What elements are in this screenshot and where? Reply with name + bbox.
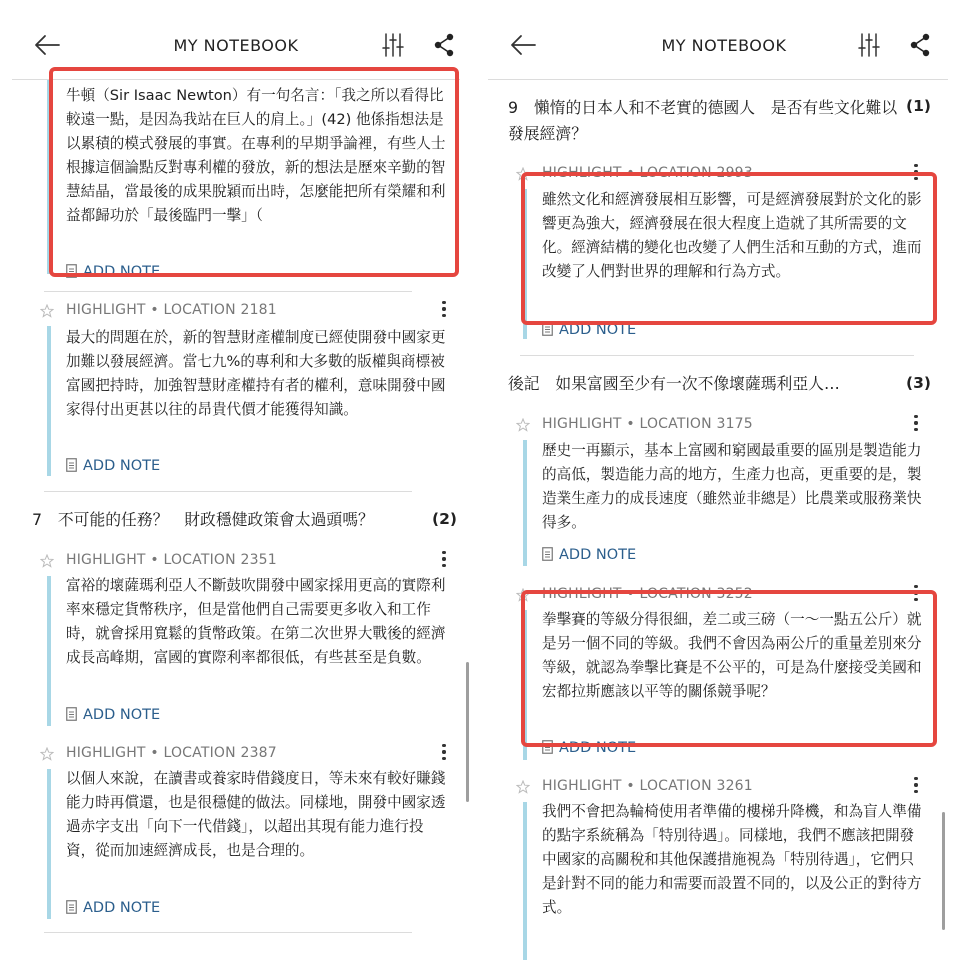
more-vert-icon[interactable]	[436, 741, 452, 763]
star-icon[interactable]	[516, 780, 530, 794]
highlight-bar	[47, 326, 51, 476]
add-note-button[interactable]	[66, 264, 160, 280]
star-icon[interactable]	[40, 554, 54, 568]
highlight-card	[516, 418, 921, 578]
highlight-bar	[523, 610, 527, 760]
highlight-text: 富裕的壞薩瑪利亞人不斷鼓吹開發中國家採用更高的實際利率來穩定貨幣秩序，但是當他們自己需要更多收入和工作時，就會採用寬鬆的貨幣政策。在第二次世界大戰後的經濟成長高峰期，富國的實際利率都很低，有些甚至是負數。	[66, 577, 446, 666]
more-vert-icon[interactable]	[436, 298, 452, 320]
divider	[44, 491, 412, 492]
more-vert-icon[interactable]	[436, 548, 452, 570]
chapter-title[interactable]: 7 不可能的任務？ 財政穩健政策會太過頭嗎？	[32, 510, 374, 529]
add-note-label: ADD NOTE	[83, 900, 161, 916]
add-note-label: ADD NOTE	[83, 707, 161, 723]
app-bar	[488, 0, 960, 80]
highlight-meta: HIGHLIGHT • LOCATION 2387	[66, 745, 277, 761]
add-note-button[interactable]	[542, 322, 636, 338]
add-note-label: ADD NOTE	[83, 264, 161, 280]
note-icon	[66, 707, 77, 721]
highlight-bar	[523, 802, 527, 960]
chapter-count: (2)	[432, 510, 457, 528]
highlight-bar	[47, 769, 51, 919]
chapter-title[interactable]: 9 懶惰的日本人和不老實的德國人 是否有些文化難以發展經濟？	[508, 98, 898, 143]
note-icon	[542, 740, 553, 754]
more-vert-icon[interactable]	[908, 161, 924, 183]
highlight-bar	[47, 576, 51, 726]
highlight-text: 最大的問題在於，新的智慧財產權制度已經使開發中國家更加難以發展經濟。當七九%的專利和大多數的版權與商標被富國把持時，加強智慧財產權持有者的權利，意味開發中國家得付出更甚以往的昂貴代價才能獲得知識。	[66, 329, 446, 418]
highlight-card	[40, 554, 445, 734]
star-icon[interactable]	[40, 747, 54, 761]
highlight-meta: HIGHLIGHT • LOCATION 3261	[542, 778, 753, 794]
more-vert-icon[interactable]	[908, 582, 924, 604]
add-note-label: ADD NOTE	[559, 740, 637, 756]
add-note-button[interactable]	[542, 740, 636, 756]
chapter-count: (1)	[906, 97, 931, 115]
note-icon	[66, 458, 77, 472]
highlight-text: 以個人來說，在讀書或養家時借錢度日，等未來有較好賺錢能力時再償還，也是很穩健的做法。同樣地，開發中國家透過赤字支出「向下一代借錢」，以超出其現有能力進行投資，從而加速經濟成長，也是合理的。	[66, 770, 446, 859]
notebook-panel-right	[488, 0, 960, 960]
divider	[44, 291, 412, 292]
note-icon	[542, 547, 553, 561]
divider	[520, 355, 914, 356]
divider	[44, 932, 412, 933]
highlight-bar	[47, 80, 51, 274]
star-icon[interactable]	[516, 418, 530, 432]
highlight-card	[516, 167, 921, 347]
app-bar-divider	[488, 79, 948, 80]
note-icon	[66, 900, 77, 914]
page-title: MY NOTEBOOK	[173, 36, 299, 55]
highlight-text: 歷史一再顯示，基本上富國和窮國最重要的區別是製造能力的高低，製造能力高的地方，生產力也高，更重要的是，製造業生產力的成長速度（雖然並非總是）比農業或服務業快得多。	[542, 442, 922, 531]
highlight-meta: HIGHLIGHT • LOCATION 2993	[542, 165, 753, 181]
add-note-button[interactable]	[66, 900, 160, 916]
note-icon	[542, 322, 553, 336]
star-icon[interactable]	[516, 588, 530, 602]
add-note-label: ADD NOTE	[559, 322, 637, 338]
scrollbar-thumb[interactable]	[466, 662, 469, 802]
share-icon[interactable]	[908, 32, 932, 58]
highlight-meta: HIGHLIGHT • LOCATION 3252	[542, 586, 753, 602]
more-vert-icon[interactable]	[908, 774, 924, 796]
highlight-card	[40, 747, 445, 927]
add-note-button[interactable]	[66, 707, 160, 723]
highlight-text: 牛頓（Sir Isaac Newton）有一句名言：「我之所以看得比較遠一點，是因為我站在巨人的肩上。」(42) 他係指想法是以累積的模式發展的事實。在專利的早期爭論裡，有些人士根據這個論點反對專利權的發放，新的想法是歷來辛勤的智慧結晶，當最後的成果脫穎而出時，怎麼能把所有榮耀和利益都歸功於「最後臨門一擊」（	[66, 87, 446, 224]
app-bar	[0, 0, 472, 80]
highlight-text: 拳擊賽的等級分得很細，差二或三磅（一～一點五公斤）就是另一個不同的等級。我們不會因為兩公斤的重量差別來分等級，就認為拳擊比賽是不公平的，可是為什麼接受美國和宏都拉斯應該以平等的關係競爭呢？	[542, 611, 922, 700]
more-vert-icon[interactable]	[908, 412, 924, 434]
add-note-label: ADD NOTE	[83, 458, 161, 474]
notebook-panel-left	[0, 0, 472, 960]
add-note-button[interactable]	[66, 458, 160, 474]
highlight-bar	[523, 440, 527, 566]
chapter-count: (3)	[906, 374, 931, 392]
highlight-meta: HIGHLIGHT • LOCATION 2181	[66, 302, 277, 318]
highlight-bar	[523, 189, 527, 339]
highlight-text: 我們不會把為輪椅使用者準備的樓梯升降機，和為盲人準備的點字系統稱為「特別待遇」。同樣地，我們不應該把開發中國家的高關稅和其他保護措施視為「特別待遇」，它們只是針對不同的能力和需要而設置不同的，以及公正的對待方式。	[542, 803, 922, 916]
highlight-card	[40, 304, 445, 484]
highlight-meta: HIGHLIGHT • LOCATION 3175	[542, 416, 753, 432]
add-note-button[interactable]	[542, 547, 636, 563]
highlight-card	[516, 780, 921, 960]
scrollbar-thumb[interactable]	[942, 812, 945, 930]
highlight-card	[516, 588, 921, 768]
filter-sliders-icon[interactable]	[857, 32, 881, 58]
note-icon	[66, 264, 77, 278]
highlight-card	[40, 80, 445, 280]
star-icon[interactable]	[516, 167, 530, 181]
highlight-text: 雖然文化和經濟發展相互影響，可是經濟發展對於文化的影響更為強大，經濟發展在很大程度上造就了其所需要的文化。經濟結構的變化也改變了人們生活和互動的方式，進而改變了人們對世界的理解和行為方式。	[542, 191, 922, 280]
page-title: MY NOTEBOOK	[661, 36, 787, 55]
star-icon[interactable]	[40, 304, 54, 318]
filter-sliders-icon[interactable]	[381, 32, 405, 58]
add-note-label: ADD NOTE	[559, 547, 637, 563]
highlight-meta: HIGHLIGHT • LOCATION 2351	[66, 552, 277, 568]
share-icon[interactable]	[432, 32, 456, 58]
chapter-title[interactable]: 後記 如果富國至少有一次不像壞薩瑪利亞人…	[508, 374, 840, 393]
